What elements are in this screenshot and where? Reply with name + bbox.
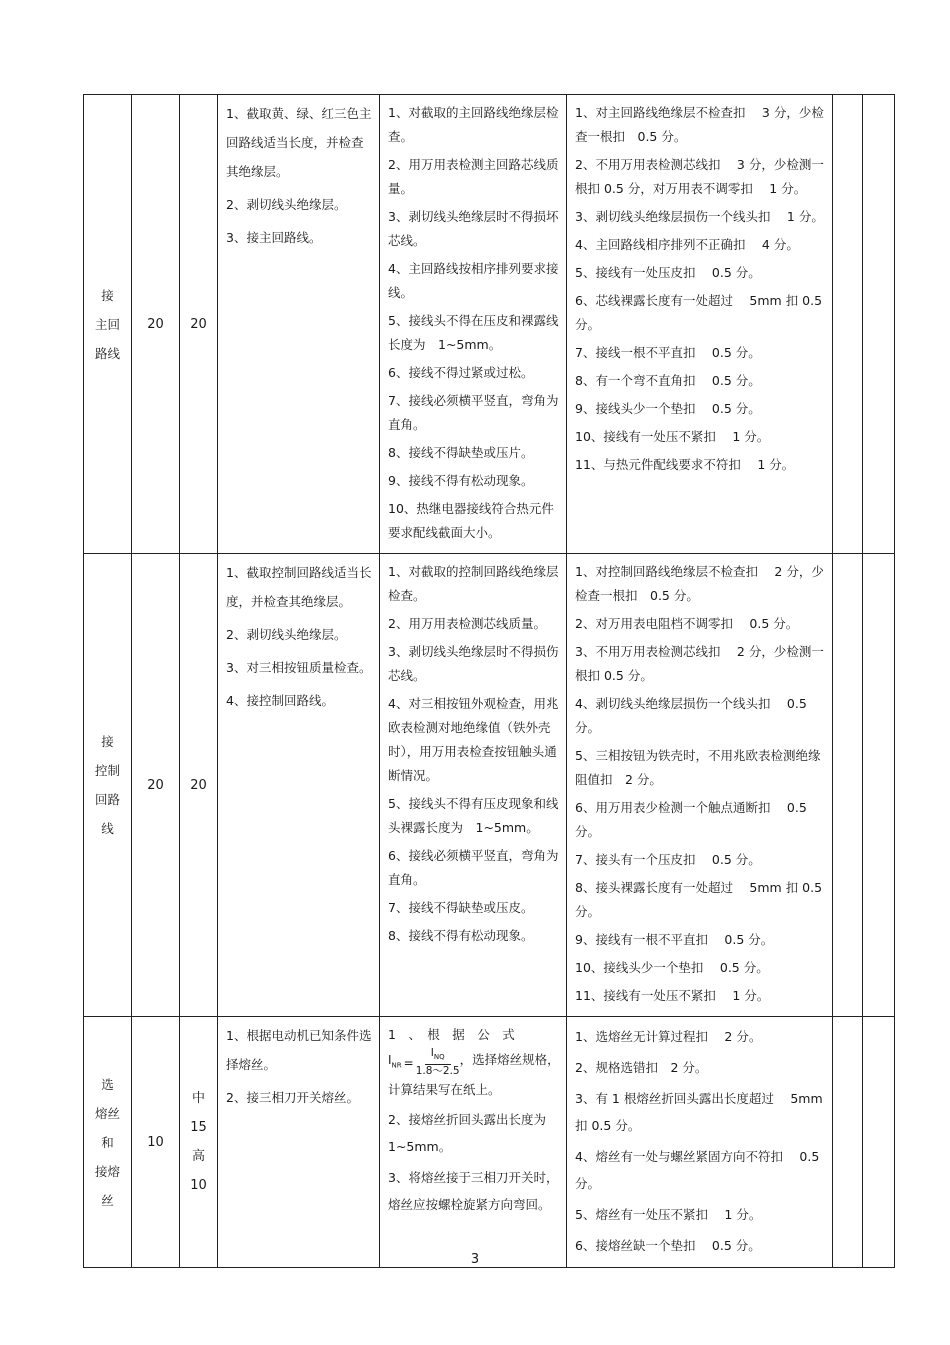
deduction-item: 3、剥切线头绝缘层损伤一个线头扣 1 分。 (575, 209, 824, 224)
time-line: 10 (190, 1178, 207, 1193)
time-cell (180, 1017, 218, 1268)
content-item: 3、接主回路线。 (226, 230, 322, 245)
content-item: 1、截取控制回路线适当长度，并检查其绝缘层。 (226, 565, 372, 609)
deductions-cell (567, 554, 833, 1017)
formula-num: I (430, 1047, 434, 1059)
content-item: 2、接三相刀开关熔丝。 (226, 1090, 359, 1105)
deduction-item: 8、有一个弯不直角扣 0.5 分。 (575, 373, 761, 388)
requirement-item: 10、热继电器接线符合热元件要求配线截面大小。 (388, 501, 554, 540)
deduction-item: 8、接头裸露长度有一处超过 5mm 扣 0.5 分。 (575, 880, 823, 919)
score-cell: 10 (132, 1017, 180, 1268)
content-item: 3、对三相按钮质量检查。 (226, 660, 372, 675)
requirements-cell (380, 95, 567, 554)
formula-equals: = (403, 1055, 414, 1070)
content-cell (218, 95, 380, 554)
item-line: 选 (101, 1076, 114, 1092)
fuse-formula (388, 1047, 460, 1078)
item-line: 控制 (94, 763, 120, 778)
requirement-item: 6、接线不得过紧或过松。 (388, 365, 534, 380)
deduction-item: 11、接线有一处压不紧扣 1 分。 (575, 988, 770, 1003)
page-number: 3 (470, 1252, 480, 1267)
deduction-item: 2、对万用表电阻档不调零扣 0.5 分。 (575, 616, 799, 631)
empty-cell (833, 554, 863, 1017)
time-line: 中 (191, 1091, 205, 1106)
time-cell: 20 (180, 554, 218, 1017)
requirement-item: 6、接线必须横平竖直，弯角为直角。 (388, 848, 559, 887)
item-line: 丝 (101, 1192, 114, 1208)
deduction-item: 5、接线有一处压皮扣 0.5 分。 (575, 265, 761, 280)
empty-cell (833, 95, 863, 554)
score-cell: 20 (132, 95, 180, 554)
deduction-item: 7、接线一根不平直扣 0.5 分。 (575, 345, 761, 360)
requirement-item: 4、对三相按钮外观检查，用兆欧表检测对地绝缘值（铁外壳时），用万用表检查按钮触头通断情况。 (388, 696, 559, 783)
requirement-item: 8、接线不得缺垫或压片。 (388, 445, 534, 460)
deduction-item: 6、芯线裸露长度有一处超过 5mm 扣 0.5 分。 (575, 293, 823, 332)
time-line: 高 (191, 1149, 205, 1164)
formula-den: 1.8～2.5 (415, 1065, 460, 1078)
score-cell: 20 (132, 554, 180, 1017)
requirement-item: 3、剥切线头绝缘层时不得损伤芯线。 (388, 644, 559, 683)
deduction-item: 1、对主回路线绝缘层不检查扣 3 分，少检查一根扣 0.5 分。 (575, 105, 824, 144)
empty-cell (863, 554, 895, 1017)
requirement-item: 5、接线头不得有压皮现象和线头裸露长度为 1~5mm。 (388, 796, 559, 835)
formula-fraction (416, 1047, 460, 1078)
deduction-item: 2、不用万用表检测芯线扣 3 分，少检测一根扣 0.5 分，对万用表不调零扣 1 分。 (575, 157, 824, 196)
deduction-item: 3、有 1 根熔丝折回头露出长度超过 5mm 扣 0.5 分。 (575, 1091, 823, 1133)
formula-lhs: I (388, 1052, 392, 1067)
deduction-item: 6、接熔丝缺一个垫扣 0.5 分。 (575, 1238, 761, 1253)
formula-num-sub: NQ (433, 1053, 445, 1062)
requirement-item: 4、主回路线按相序排列要求接线。 (388, 261, 559, 300)
deduction-item: 7、接头有一个压皮扣 0.5 分。 (575, 852, 761, 867)
requirement-item: 2、用万用表检测主回路芯线质量。 (388, 157, 559, 196)
requirement-item: 3、剥切线头绝缘层时不得损坏芯线。 (388, 209, 559, 248)
formula-lhs-sub: NR (391, 1061, 402, 1070)
content-item: 1、截取黄、绿、红三色主回路线适当长度，并检查其绝缘层。 (226, 106, 372, 179)
requirement-item: 5、接线头不得在压皮和裸露线长度为 1~5mm。 (388, 313, 559, 352)
item-line: 接 (101, 287, 114, 303)
item-line: 接 (101, 734, 114, 749)
requirement-item: 9、接线不得有松动现象。 (388, 473, 534, 488)
requirement-item: 2、接熔丝折回头露出长度为 1~5mm。 (388, 1112, 546, 1155)
deduction-item: 5、三相按钮为铁壳时，不用兆欧表检测绝缘阻值扣 2 分。 (575, 748, 821, 787)
time-cell: 20 (180, 95, 218, 554)
empty-cell (863, 1017, 895, 1268)
scoring-table (83, 94, 895, 1268)
item-cell (84, 1017, 132, 1268)
deduction-item: 3、不用万用表检测芯线扣 2 分，少检测一根扣 0.5 分。 (575, 644, 824, 683)
deduction-item: 1、对控制回路线绝缘层不检查扣 2 分，少检查一根扣 0.5 分。 (575, 564, 824, 603)
deduction-item: 9、接线头少一个垫扣 0.5 分。 (575, 401, 761, 416)
formula-prefix: 1 、 根 据 公 式 (388, 1027, 515, 1042)
content-item: 2、剥切线头绝缘层。 (226, 627, 347, 642)
deductions-cell (567, 95, 833, 554)
requirements-cell (380, 1017, 567, 1268)
empty-cell (833, 1017, 863, 1268)
deduction-item: 11、与热元件配线要求不符扣 1 分。 (575, 457, 795, 472)
deduction-item: 9、接线有一根不平直扣 0.5 分。 (575, 932, 774, 947)
deduction-item: 10、接线头少一个垫扣 0.5 分。 (575, 960, 769, 975)
deduction-item: 4、剥切线头绝缘层损伤一个线头扣 0.5 分。 (575, 696, 807, 735)
item-line: 主回 (94, 316, 120, 332)
item-line: 路线 (94, 345, 120, 361)
item-cell (84, 95, 132, 554)
requirement-item: 7、接线不得缺垫或压皮。 (388, 900, 534, 915)
content-item: 2、剥切线头绝缘层。 (226, 197, 347, 212)
requirement-item: 1、对截取的主回路线绝缘层检查。 (388, 105, 559, 144)
item-line: 回路 (94, 792, 120, 807)
content-item: 1、根据电动机已知条件选择熔丝。 (226, 1028, 372, 1072)
empty-cell (863, 95, 895, 554)
item-line: 和 (101, 1134, 114, 1150)
deduction-item: 4、熔丝有一处与螺丝紧固方向不符扣 0.5 分。 (575, 1149, 820, 1191)
table-row (84, 554, 895, 1017)
table-row (84, 95, 895, 554)
content-item: 4、接控制回路线。 (226, 693, 334, 708)
deduction-item: 5、熔丝有一处压不紧扣 1 分。 (575, 1207, 762, 1222)
deduction-item: 10、接线有一处压不紧扣 1 分。 (575, 429, 770, 444)
content-cell (218, 1017, 380, 1268)
requirement-item: 8、接线不得有松动现象。 (388, 928, 534, 943)
time-line: 15 (190, 1120, 207, 1135)
formula-suffix: ，选择熔丝规格，计算结果写在纸上。 (388, 1051, 560, 1098)
deduction-item: 1、选熔丝无计算过程扣 2 分。 (575, 1029, 762, 1044)
requirement-item: 7、接线必须横平竖直，弯角为直角。 (388, 393, 559, 432)
formula-item (388, 1023, 560, 1102)
item-line: 熔丝 (94, 1105, 120, 1121)
requirement-item: 1、对截取的控制回路线绝缘层检查。 (388, 564, 559, 603)
deduction-item: 4、主回路线相序排列不正确扣 4 分。 (575, 237, 799, 252)
table-row (84, 1017, 895, 1268)
requirements-cell (380, 554, 567, 1017)
item-line: 线 (101, 821, 114, 836)
content-cell (218, 554, 380, 1017)
item-line: 接熔 (94, 1163, 120, 1179)
deductions-cell (567, 1017, 833, 1268)
deduction-item: 2、规格选错扣 2 分。 (575, 1060, 708, 1075)
requirement-item: 3、将熔丝接于三相刀开关时，熔丝应按螺栓旋紧方向弯回。 (388, 1170, 559, 1213)
requirement-item: 2、用万用表检测芯线质量。 (388, 616, 546, 631)
item-cell (84, 554, 132, 1017)
deduction-item: 6、用万用表少检测一个触点通断扣 0.5 分。 (575, 800, 807, 839)
